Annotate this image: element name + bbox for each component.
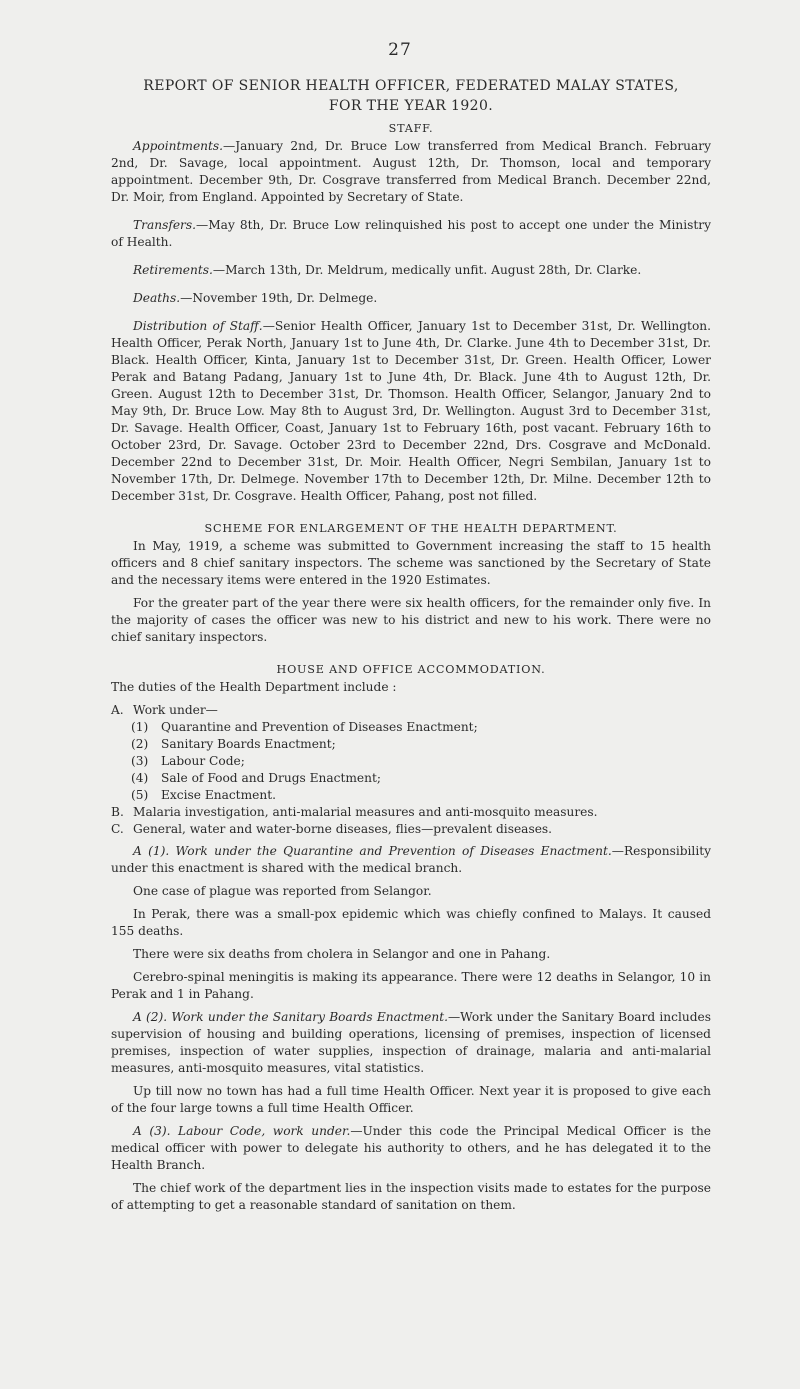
- scheme-paragraph-2: For the greater part of the year there were six health officers, for the remainder only five. In the majority of cases the officer was new to his district and new to his work. There were no chief sanitary inspectors.: [111, 596, 711, 644]
- smallpox-paragraph: In Perak, there was a small-pox epidemic which was chiefly confined to Malays. It caused 155 deaths.: [111, 907, 711, 938]
- title-line-1: REPORT OF SENIOR HEALTH OFFICER, FEDERATED MALAY STATES,: [143, 78, 679, 94]
- appointments-paragraph: [111, 138, 711, 206]
- a2-prefix: A (2).: [133, 1010, 168, 1024]
- duty-a-item: (5) Excise Enactment.: [131, 788, 276, 802]
- a3-paragraph: [111, 1123, 711, 1174]
- distribution-text: —Senior Health Officer, January 1st to December 31st, Dr. Wellington. Health Officer, Perak North, January 1st to June 4th, Dr. Clarke. June 4th to December 31st, Dr. Black. Health Officer, Kinta, January 1st to December 31st, Dr. Green. Health Officer, Lower Perak and Batang Padang, January 1st to June 4th, Dr. Black. June 4th to August 12th, Dr. Green. August 12th to December 31st, Dr. Thomson. Health Officer, Selangor, January 2nd to May 9th, Dr. Bruce Low. May 8th to August 3rd, Dr. Wellington. August 3rd to December 31st, Dr. Savage. Health Officer, Coast, January 1st to February 16th, post vacant. February 16th to October 23rd, Dr. Savage. October 23rd to December 22nd, Drs. Cosgrave and McDonald. December 22nd to December 31st, Dr. Moir. Health Officer, Negri Sembilan, January 1st to November 17th, Dr. Delmege. November 17th to December 12th, Dr. Milne. December 12th to December 31st, Dr. Cosgrave. Health Officer, Pahang, post not filled.: [111, 319, 712, 503]
- meningitis-paragraph: Cerebro-spinal meningitis is making its appearance. There were 12 deaths in Selangor, 10 in Perak and 1 in Pahang.: [111, 970, 711, 1001]
- a1-label: Work under the Quarantine and Prevention of Diseases Enactment.: [175, 844, 612, 858]
- a3-text: —Under this code the Principal Medical Officer is the medical officer with power to delegate his authority to others, and he has delegated it to the Health Branch.: [111, 1124, 712, 1172]
- appointments-label: Appointments.: [133, 139, 224, 153]
- a2-text: —Work under the Sanitary Board includes supervision of housing and building operations, licensing of premises, inspection of licensed premises, inspection of water supplies, inspection of drainage, malaria and anti-malarial measures, anti-mosquito measures, vital statistics.: [111, 1010, 711, 1075]
- a1-text: —Responsibility under this enactment is shared with the medical branch.: [111, 844, 711, 875]
- transfers-text: —May 8th, Dr. Bruce Low relinquished his post to accept one under the Ministry of Health.: [111, 218, 711, 249]
- a3-label: Labour Code, work under.: [178, 1124, 351, 1138]
- appointments-text: —January 2nd, Dr. Bruce Low transferred from Medical Branch. February 2nd, Dr. Savage, local appointment. August 12th, Dr. Thomson, local and temporary appointment. December 9th, Dr. Cosgrave transferred from Medical Branch. December 22nd, Dr. Moir, from England. Appointed by Secretary of State.: [111, 139, 711, 204]
- duty-a: A. Work under—: [111, 703, 218, 717]
- duty-a-item: (1) Quarantine and Prevention of Diseases Enactment;: [131, 720, 478, 734]
- deaths-label: Deaths.: [133, 291, 181, 305]
- distribution-label: Distribution of Staff.: [133, 319, 263, 333]
- transfers-paragraph: [111, 217, 711, 251]
- deaths-text: —November 19th, Dr. Delmege.: [180, 291, 378, 305]
- duty-b: B. Malaria investigation, anti-malarial measures and anti-mosquito measures.: [111, 805, 598, 819]
- retirements-label: Retirements.: [133, 263, 213, 277]
- town-officer-paragraph: Up till now no town has had a full time Health Officer. Next year it is proposed to give each of the four large towns a full time Health Officer.: [111, 1084, 711, 1115]
- a1-paragraph: [111, 843, 711, 877]
- retirements-paragraph: [111, 262, 711, 279]
- staff-heading: STAFF.: [388, 122, 434, 135]
- chief-work-paragraph: The chief work of the department lies in the inspection visits made to estates for the purpose of attempting to get a reasonable standard of sanitation on them.: [111, 1181, 711, 1212]
- transfers-label: Transfers.: [133, 218, 197, 232]
- page-number: 27: [388, 40, 412, 60]
- distribution-paragraph: [111, 318, 711, 505]
- duties-intro: The duties of the Health Department include :: [111, 680, 397, 694]
- report-title: [111, 76, 711, 116]
- plague-paragraph: One case of plague was reported from Selangor.: [133, 884, 432, 898]
- title-line-2: FOR THE YEAR 1920.: [328, 98, 494, 114]
- scheme-paragraph-1: In May, 1919, a scheme was submitted to Government increasing the staff to 15 health officers and 8 chief sanitary inspectors. The scheme was sanctioned by the Secretary of State and the necessary items were entered in the 1920 Estimates.: [111, 539, 711, 587]
- a1-prefix: A (1).: [133, 844, 170, 858]
- a3-prefix: A (3).: [133, 1124, 171, 1138]
- a2-paragraph: [111, 1009, 711, 1077]
- scheme-heading: SCHEME FOR ENLARGEMENT OF THE HEALTH DEPARTMENT.: [204, 522, 618, 535]
- deaths-paragraph: [111, 290, 711, 307]
- house-heading: HOUSE AND OFFICE ACCOMMODATION.: [276, 663, 546, 676]
- a2-label: Work under the Sanitary Boards Enactment.: [171, 1010, 448, 1024]
- cholera-paragraph: There were six deaths from cholera in Selangor and one in Pahang.: [133, 947, 551, 961]
- duty-a-item: (2) Sanitary Boards Enactment;: [131, 737, 336, 751]
- duty-c: C. General, water and water-borne diseases, flies—prevalent diseases.: [111, 822, 553, 836]
- retirements-text: —March 13th, Dr. Meldrum, medically unfit. August 28th, Dr. Clarke.: [212, 263, 642, 277]
- duties-list: [111, 702, 711, 838]
- duty-a-item: (4) Sale of Food and Drugs Enactment;: [131, 771, 381, 785]
- duty-a-item: (3) Labour Code;: [131, 754, 245, 768]
